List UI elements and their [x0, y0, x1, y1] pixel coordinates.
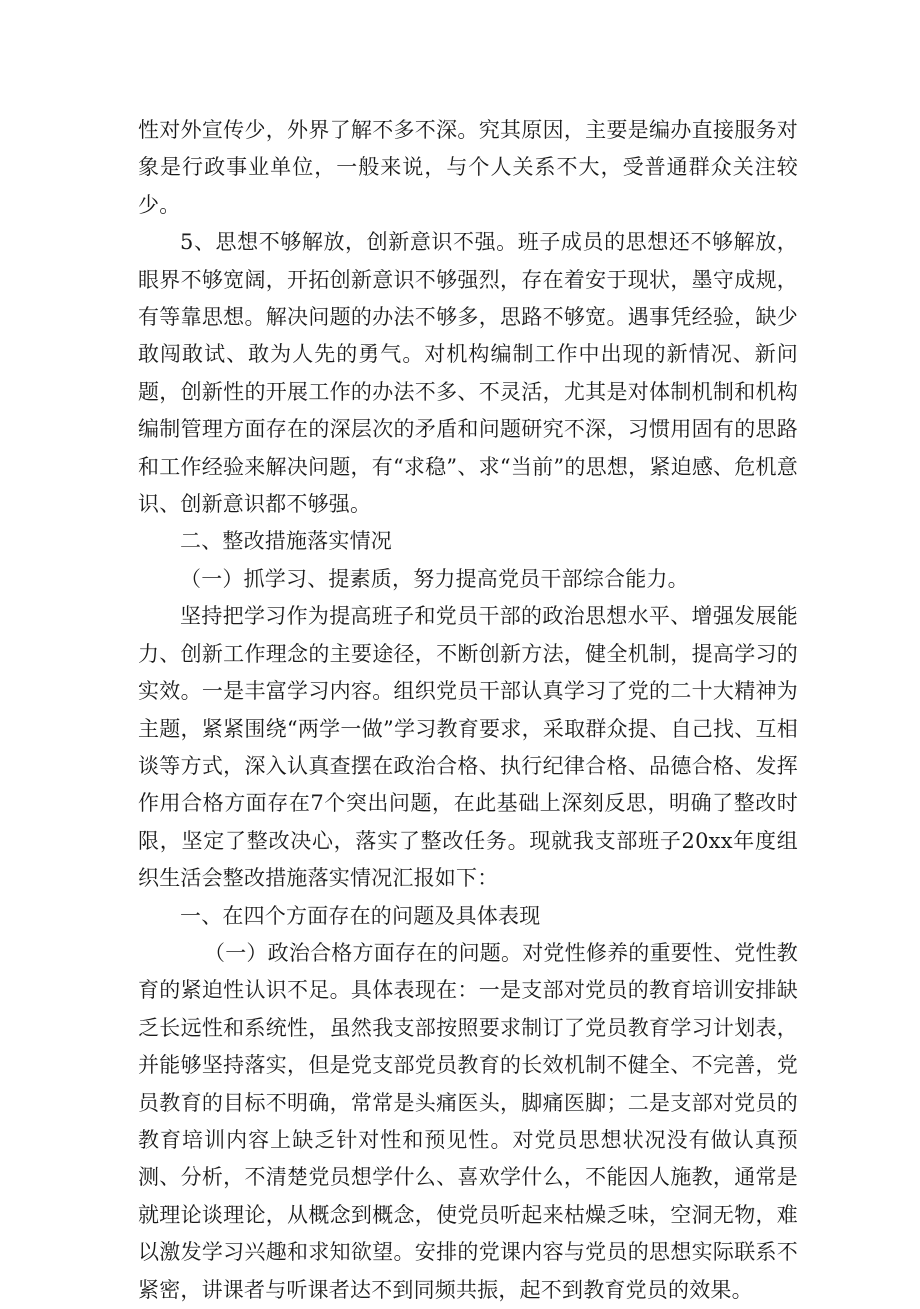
- paragraph-continuation: 性对外宣传少，外界了解不多不深。究其原因，主要是编办直接服务对象是行政事业单位，一般来说，与个人关系不大，受普通群众关注较少。: [138, 118, 798, 217]
- paragraph-point-5: 5、思想不够解放，创新意识不强。班子成员的思想还不够解放，眼界不够宽阔，开拓创新意识不够强烈，存在着安于现状，墨守成规，有等靠思想。解决问题的办法不够多，思路不够宽。遇事凭经验，缺少敢闯敢试、敢为人先的勇气。对机构编制工作中出现的新情况、新问题，创新性的开展工作的办法不多、不灵活，尤其是对体制机制和机构编制管理方面存在的深层次的矛盾和问题研究不深，习惯用固有的思路和工作经验来解决问题，有“求稳”、求“当前”的思想，紧迫感、危机意识、创新意识都不够强。: [138, 230, 798, 517]
- document-body: [138, 112, 798, 1309]
- subheading-study: （一）抓学习、提素质，努力提高党员干部综合能力。: [180, 566, 689, 591]
- section-heading-rectification: 二、整改措施落实情况: [180, 529, 392, 554]
- paragraph-study-body: 坚持把学习作为提高班子和党员干部的政治思想水平、增强发展能力、创新工作理念的主要途径，不断创新方法，健全机制，提高学习的实效。一是丰富学习内容。组织党员干部认真学习了党的二十大精神为主题，紧紧围绕“两学一做”学习教育要求，采取群众提、自己找、互相谈等方式，深入认真查摆在政治合格、执行纪律合格、品德合格、发挥作用合格方面存在7个突出问题，在此基础上深刻反思，明确了整改时限，坚定了整改决心，落实了整改任务。现就我支部班子20xx年度组织生活会整改措施落实情况汇报如下：: [138, 604, 798, 891]
- paragraph-political-qualification: （一）政治合格方面存在的问题。对党性修养的重要性、党性教育的紧迫性认识不足。具体表现在：一是支部对党员的教育培训安排缺乏长远性和系统性，虽然我支部按照要求制订了党员教育学习计划表，并能够坚持落实，但是党支部党员教育的长效机制不健全、不完善，党员教育的目标不明确，常常是头痛医头，脚痛医脚；二是支部对党员的教育培训内容上缺乏针对性和预见性。对党员思想状况没有做认真预测、分析，不清楚党员想学什么、喜欢学什么，不能因人施教，通常是就理论谈理论，从概念到概念，使党员听起来枯燥乏味，空洞无物，难以激发学习兴趣和求知欲望。安排的党课内容与党员的思想实际联系不紧密，讲课者与听课者达不到同频共振，起不到教育党员的效果。: [138, 940, 798, 1302]
- section-heading-problems: 一、在四个方面存在的问题及具体表现: [180, 903, 541, 928]
